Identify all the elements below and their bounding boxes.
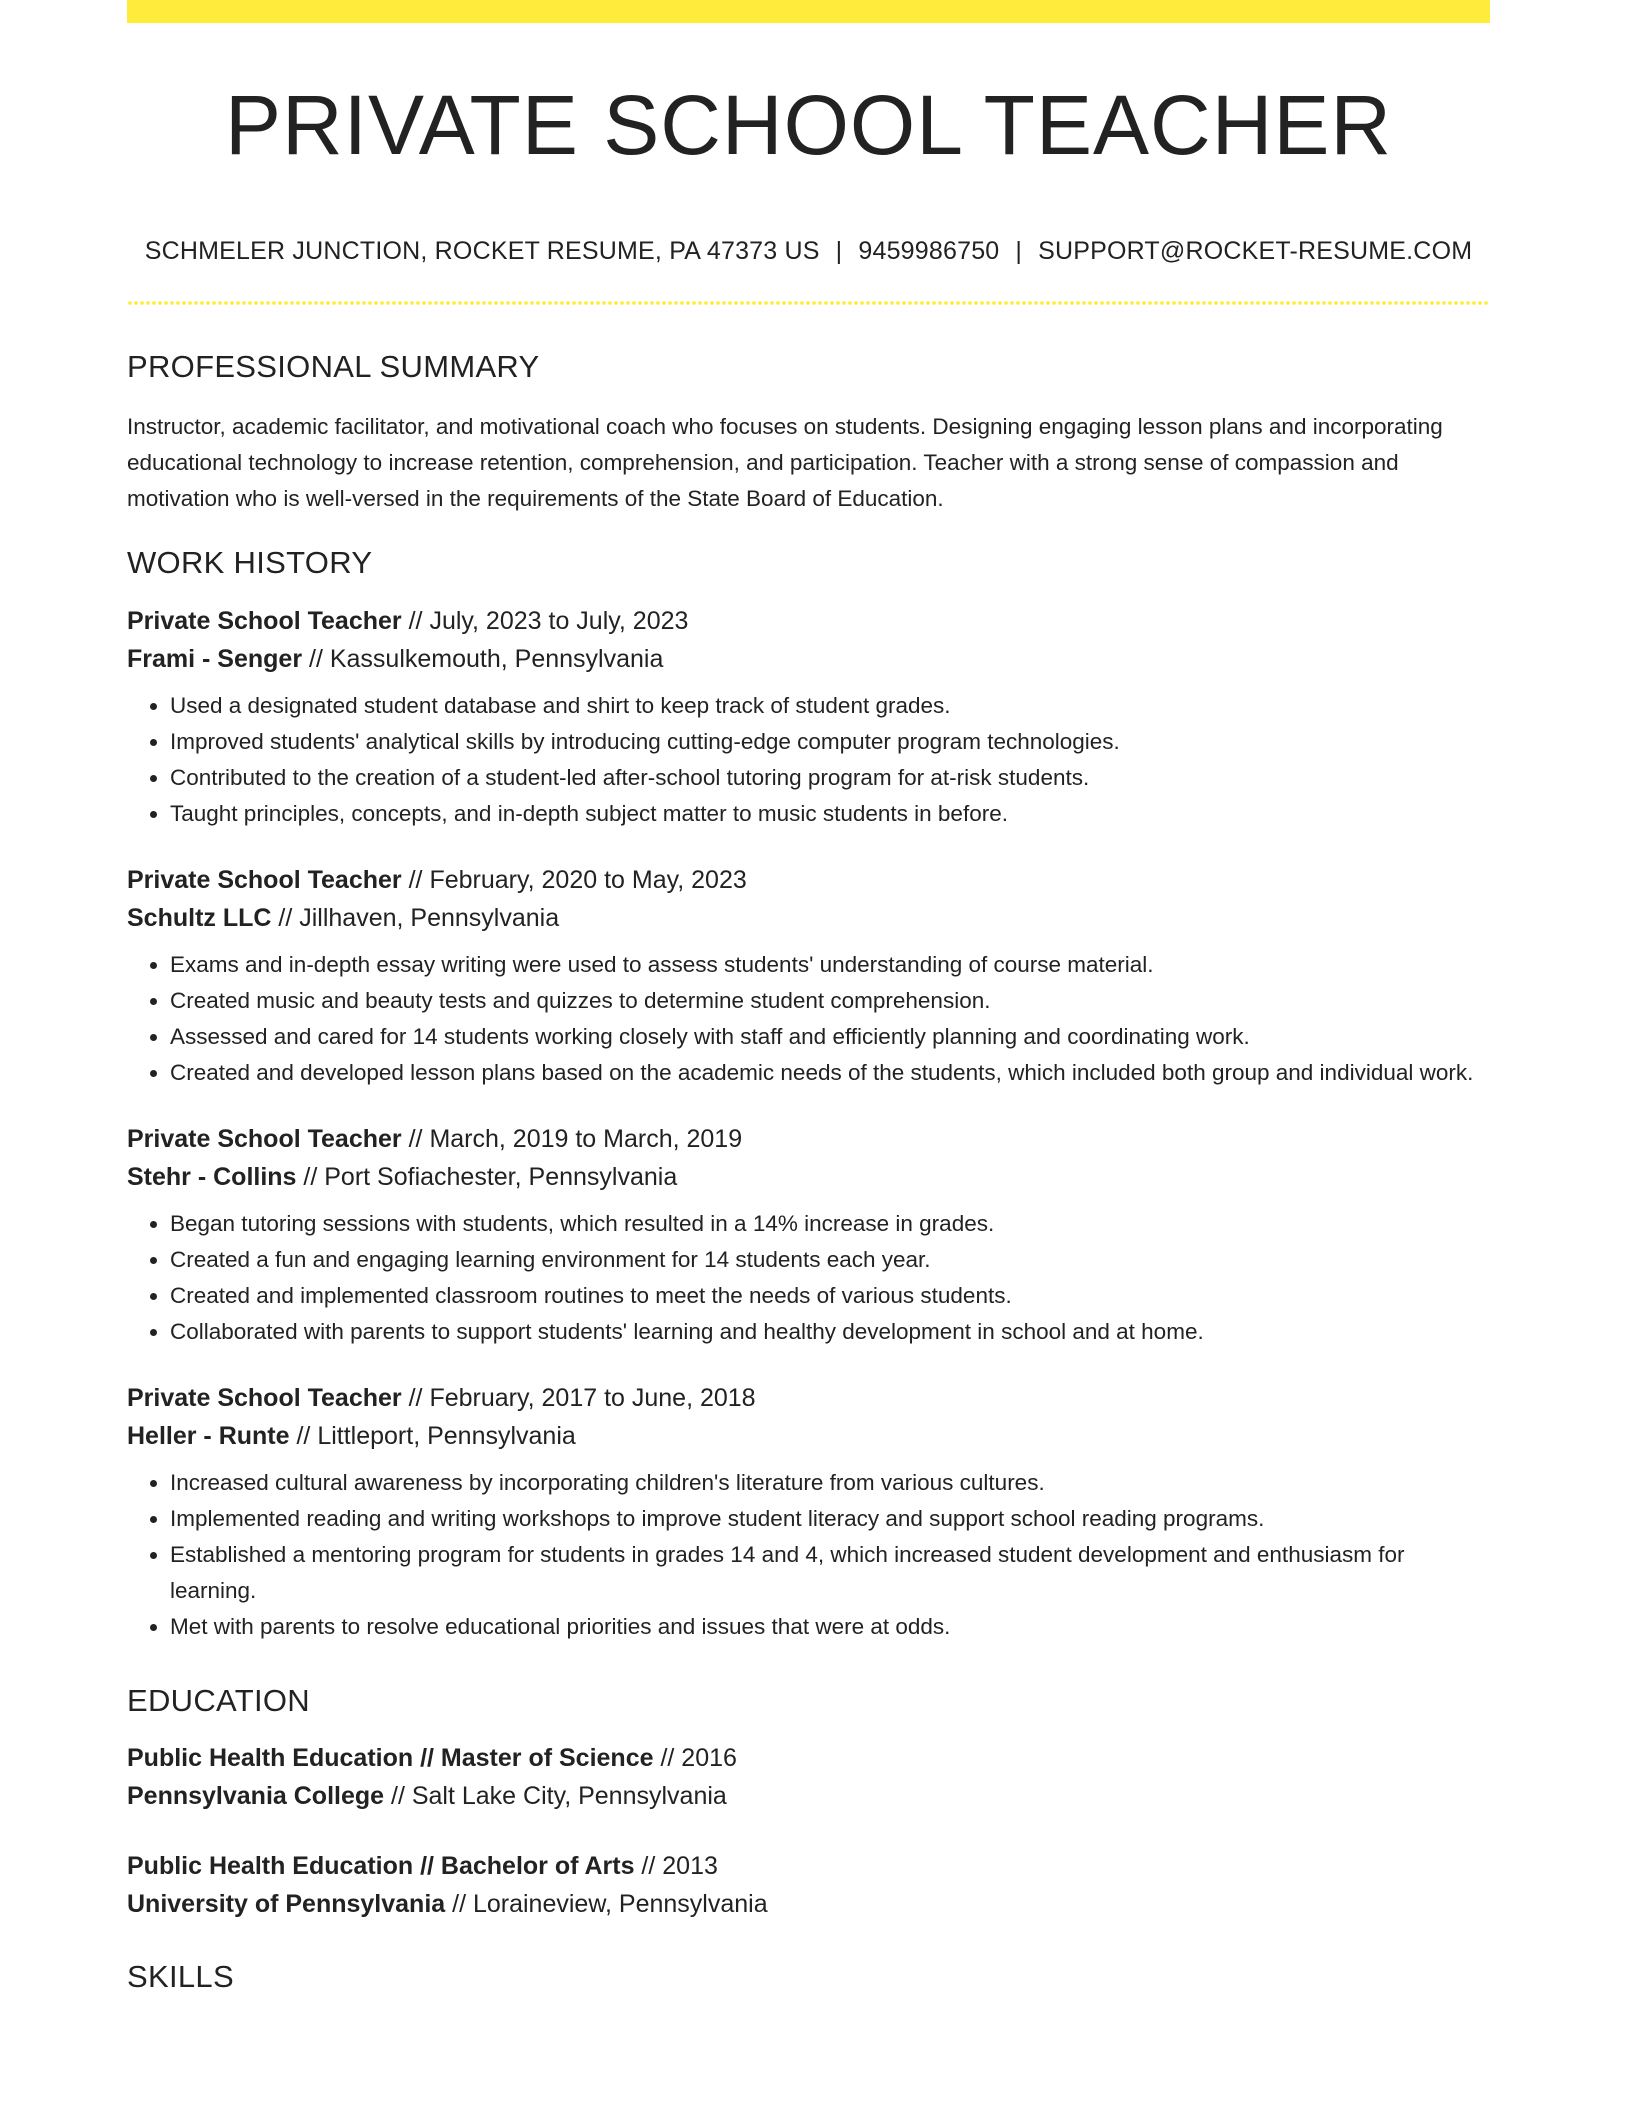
education-degree-line [127,1847,1490,1885]
job-entry [127,1120,1490,1350]
job-bullet-list [127,1465,1490,1645]
job-company-line [127,899,1490,937]
job-title: Private School Teacher [127,607,402,635]
job-title-line [127,602,1490,640]
education-entry [127,1739,1490,1815]
job-bullet-list [127,947,1490,1091]
skills-heading: SKILLS [127,1959,234,1994]
work-history-heading: WORK HISTORY [127,545,373,580]
resume-page [127,0,1490,1995]
job-entry [127,861,1490,1091]
job-title: Private School Teacher [127,1384,402,1412]
job-entry [127,1379,1490,1645]
job-bullet: • Increased cultural awareness by incorporating children's literature from various cultures. [170,1465,1490,1501]
job-location: // Kassulkemouth, Pennsylvania [302,645,664,673]
job-company: Frami - Senger [127,645,303,673]
job-bullet: • Exams and in-depth essay writing were used to assess students' understanding of course material. [170,947,1490,983]
job-bullet: • Established a mentoring program for students in grades 14 and 4, which increased student development and enthusiasm for learning. [170,1537,1490,1609]
job-bullet: • Assessed and cared for 14 students working closely with staff and efficiently planning and coordinating work. [170,1019,1490,1055]
job-company-line [127,1417,1490,1455]
job-bullet: • Collaborated with parents to support students' learning and healthy development in school and at home. [170,1314,1490,1350]
education-location: // Salt Lake City, Pennsylvania [384,1782,727,1810]
job-entry [127,602,1490,832]
education-school-line [127,1885,1490,1923]
job-bullet: • Taught principles, concepts, and in-depth subject matter to music students in before. [170,796,1490,832]
job-bullet: • Met with parents to resolve educational priorities and issues that were at odds. [170,1609,1490,1645]
top-accent-bar [127,0,1490,23]
contact-line [127,237,1490,266]
job-bullet: • Created and developed lesson plans based on the academic needs of the students, which included both group and individual work. [170,1055,1490,1091]
education-school: University of Pennsylvania [127,1890,446,1918]
resume-title: PRIVATE SCHOOL TEACHER [224,78,1393,172]
job-company: Stehr - Collins [127,1163,297,1191]
education-heading: EDUCATION [127,1683,310,1718]
job-title: Private School Teacher [127,1125,402,1153]
contact-phone[interactable]: 9459986750 [858,237,1000,265]
contact-address: SCHMELER JUNCTION, ROCKET RESUME, PA 47373 US [144,237,820,265]
job-company-line [127,640,1490,678]
education-school: Pennsylvania College [127,1782,385,1810]
contact-separator: | [1015,237,1023,265]
job-title-line [127,861,1490,899]
contact-email[interactable]: SUPPORT@ROCKET-RESUME.COM [1038,237,1473,265]
job-location: // Jillhaven, Pennsylvania [271,904,560,932]
job-bullet-list [127,688,1490,832]
job-title-line [127,1120,1490,1158]
job-company-line [127,1158,1490,1196]
education-location: // Loraineview, Pennsylvania [445,1890,768,1918]
job-bullet-list [127,1206,1490,1350]
job-bullet: • Created and implemented classroom routines to meet the needs of various students. [170,1278,1490,1314]
education-entry [127,1847,1490,1923]
education-year: // 2016 [653,1744,737,1772]
education-school-line [127,1777,1490,1815]
job-bullet: • Used a designated student database and shirt to keep track of student grades. [170,688,1490,724]
job-bullet: • Began tutoring sessions with students, which resulted in a 14% increase in grades. [170,1206,1490,1242]
job-dates: // July, 2023 to July, 2023 [401,607,689,635]
job-bullet: • Created a fun and engaging learning environment for 14 students each year. [170,1242,1490,1278]
job-location: // Littleport, Pennsylvania [289,1422,576,1450]
summary-heading: PROFESSIONAL SUMMARY [127,349,540,384]
education-degree: Public Health Education // Bachelor of Arts [127,1852,635,1880]
job-bullet: • Contributed to the creation of a student-led after-school tutoring program for at-risk students. [170,760,1490,796]
job-company: Schultz LLC [127,904,272,932]
job-dates: // March, 2019 to March, 2019 [401,1125,743,1153]
education-degree-line [127,1739,1490,1777]
job-company: Heller - Runte [127,1422,290,1450]
education-degree: Public Health Education // Master of Science [127,1744,654,1772]
job-title: Private School Teacher [127,866,402,894]
job-location: // Port Sofiachester, Pennsylvania [296,1163,678,1191]
job-bullet: • Implemented reading and writing workshops to improve student literacy and support school reading programs. [170,1501,1490,1537]
job-bullet: • Improved students' analytical skills by introducing cutting-edge computer program technologies. [170,724,1490,760]
job-bullet: • Created music and beauty tests and quizzes to determine student comprehension. [170,983,1490,1019]
contact-separator: | [835,237,843,265]
summary-text: Instructor, academic facilitator, and motivational coach who focuses on students. Designing engaging lesson plans and incorporating educational technology to increase retention, comprehension, and participation. Teacher with a strong sense of compassion and motivation who is well-versed in the requirements of the State Board of Education. [127,414,1443,511]
dotted-divider [127,301,1490,305]
job-dates: // February, 2020 to May, 2023 [401,866,747,894]
job-dates: // February, 2017 to June, 2018 [401,1384,756,1412]
education-year: // 2013 [634,1852,718,1880]
job-title-line [127,1379,1490,1417]
